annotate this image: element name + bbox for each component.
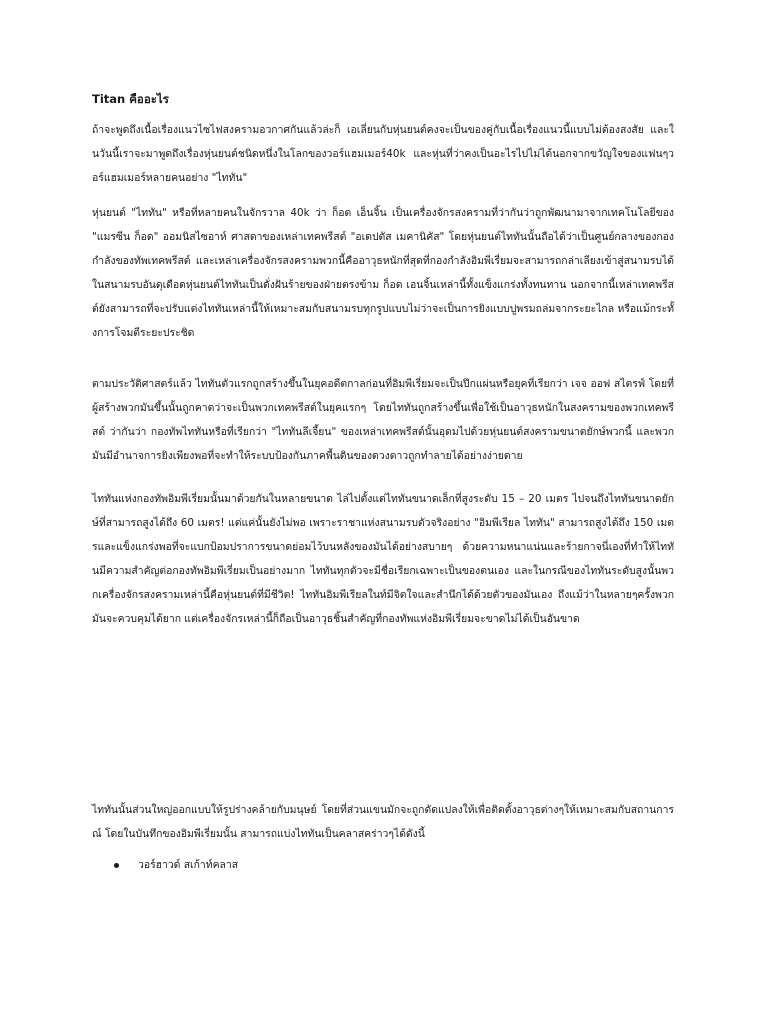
class-bullet-list bbox=[114, 855, 238, 875]
paragraph-sizes: ไททันแห่งกองทัพอิมพีเรี่ยมนั้นมาด้วยกันในหลายขนาด ไล่ไปตั้งแต่ไททันขนาดเล็กที่สูงระดับ 15 – 20 เมตร ไปจนถึงไททันขนาดยักษ์ที่สามารถสูงได้ถึง 60 เมตร! แต่แค่นั้นยังไม่พอ เพราะราชาแห่งสนามรบตัวจริงอย่าง "อิมพีเรียล ไททัน" สามารถสูงได้ถึง 150 เมตรและแข็งแกร่งพอที่จะแบกป้อมปราการขนาดย่อมไว้บนหลังของมันได้อย่างสบายๆ ด้วยความหนาแน่นและร้ายกาจนี่เองที่ทำให้ไททันมีความสำคัญต่อกองทัพอิมพีเรี่ยมเป็นอย่างมาก ไททันทุกตัวจะมีชื่อเรียกเฉพาะเป็นของตนเอง และในกรณีของไททันระดับสูงนั้นพวกเครื่องจักรสงครามเหล่านี้คือหุ่นยนต์ที่มีชีวิต! ไททันอิมพีเรียลในท์มีจิตใจและสำนึกได้ด้วยตัวของมันเอง ถึงแม้ว่าในหลายๆครั้งพวกมันจะควบคุมได้ยาก แต่เครื่องจักรเหล่านี้ก็ถือเป็นอาวุธชิ้นสำคัญที่กองทัพแห่งอิมพีเรี่ยมจะขาดไม่ได้เป็นอันขาด bbox=[92, 493, 674, 625]
document-page bbox=[92, 0, 674, 1024]
bullet-icon bbox=[114, 863, 119, 868]
paragraph-classes: ไททันนั้นส่วนใหญ่ออกแบบให้รูปร่างคล้ายกับมนุษย์ โดยที่ส่วนแขนมักจะถูกดัดแปลงให้เพื่อติดตั้งอาวุธต่างๆให้เหมาะสมกับสถานการณ์ โดยในบันทึกของอิมพีเรี่ยมนั้น สามารถแบ่งไททันเป็นคลาสคร่าวๆได้ดังนี้ bbox=[92, 804, 674, 840]
paragraph-titan-description: หุ่นยนต์ "ไททัน" หรือที่หลายคนในจักรวาล 40k ว่า ก็อด เอ็นจิ้น เป็นเครื่องจักรสงครามที่ว่ากันว่าถูกพัฒนามาจากเทคโนโลยีของ "แมรซีน ก็อด" ออมนิสไซอาห์ ศาสดาของเหล่าเทคพรีสต์ "อเดปตัส เมคานิคัส" โดยหุ่นยนต์ไททันนั้นถือได้ว่าเป็นศูนย์กลางของกองกำลังของทัพเทคพรีสต์ และเหล่าเครื่องจักรสงครามพวกนี้คืออาวุธหนักที่สุดที่กองกำลังอิมพีเรี่ยมจะสามารถกล่าเลียงเข้าสู่สนามรบได้ ในสนามรบอันดุเดือดหุ่นยนต์ไททันเป็นดั่งฝันร้ายของฝ่ายตรงข้าม ก็อด เอนจิ้นเหล่านี้ทั้งแข็งแกร่งทั้งทนทาน นอกจากนี้เหล่าเทคพรีสต์ยังสามารถที่จะปรับแต่งไททันเหล่านี้ให้เหมาะสมกับสนามรบทุกรูปแบบไม่ว่าจะเป็นการยิงแบบปูพรมถล่มจากระยะไกล หรือแม้กระทั้งการโจมตีระยะประชิด bbox=[92, 207, 674, 339]
list-item bbox=[114, 855, 238, 875]
paragraph-intro: ถ้าจะพูดถึงเนื้อเรื่องแนวไซไฟสงครามอวกาศกันแล้วล่ะก็ เอเลี่ยนกับหุ่นยนต์คงจะเป็นของคู่กับเนื้อเรื่องแนวนี้แบบไม่ต้องสงสัย และในวันนี้เราจะมาพูดถึงเรื่องหุ่นยนต์ชนิดหนึ่งในโลกของวอร์แฮมเมอร์40k และหุ่นที่ว่าคงเป็นอะไรไปไม่ได้นอกจากขวัญใจของแฟนๆวอร์แฮมเมอร์หลายคนอย่าง "ไททัน" bbox=[92, 124, 674, 184]
document-heading: Titan คืออะไร bbox=[92, 92, 169, 106]
paragraph-history: ตามประวัติศาสตร์แล้ว ไททันตัวแรกถูกสร้างขึ้นในยุคอดีตกาลก่อนที่อิมพีเรี่ยมจะเป็นปึกแผ่นหรือยุคที่เรียกว่า เจจ ออฟ สไตรฟ์ โดยที่ผู้สร้างพวกมันขึ้นนั้นถูกคาดว่าจะเป็นพวกเทคพรีสต์ในยุคแรกๆ โดยไททันถูกสร้างขึ้นเพื่อใช้เป็นอาวุธหนักในสงครามของพวกเทคพรีสต์ ว่ากันว่า กองทัพไททันหรือที่เรียกว่า "ไททันลีเจี้ยน" ของเหล่าเทคพรีสต์นั้นอุดมไปด้วยหุ่นยนต์สงครามขนาดยักษ์พวกนี้ และพวกมันมีอำนาจการยิงเพียงพอที่จะทำให้ระบบป้องกันภาคพื้นดินของดวงดาวถูกทำลายได้อย่างง่ายดาย bbox=[92, 378, 674, 462]
list-item-label: วอร์ฮาวด์ สเก้าท์คลาส bbox=[138, 859, 239, 871]
